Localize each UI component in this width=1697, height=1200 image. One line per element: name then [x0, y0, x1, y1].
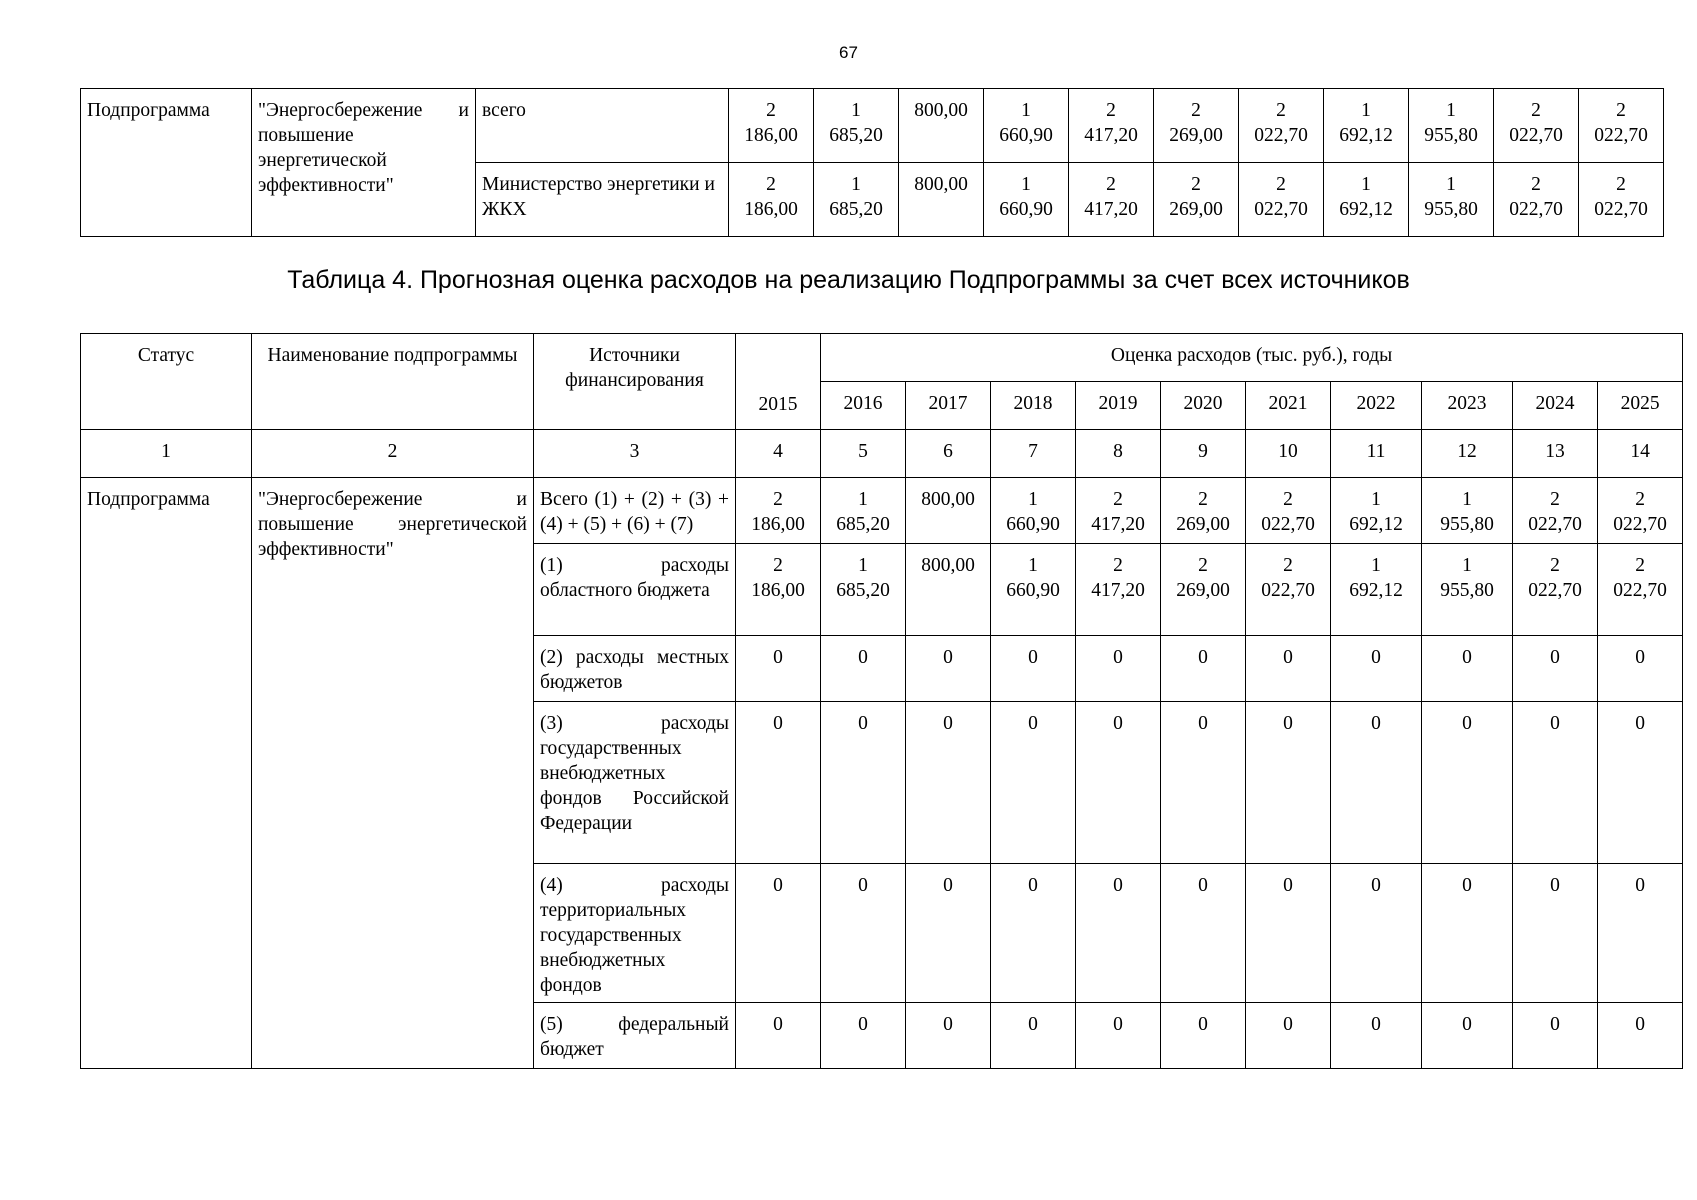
column-numbers-row	[81, 430, 1683, 478]
value-cell	[906, 544, 991, 636]
value-part: 0	[1028, 647, 1038, 668]
header-year-2018: 2018	[991, 382, 1076, 430]
value-part: 0	[1371, 1014, 1381, 1035]
value-part: 1	[1361, 100, 1371, 121]
value-part: 186,00	[744, 199, 798, 220]
value-part: 186,00	[744, 125, 798, 146]
value-cell	[1422, 864, 1513, 1003]
value-cell	[736, 636, 821, 702]
value-cell	[984, 163, 1069, 237]
column-number-cell: 13	[1513, 430, 1598, 478]
value-part: 0	[1113, 875, 1123, 896]
value-part: 022,70	[1254, 125, 1308, 146]
value-cell	[1161, 544, 1246, 636]
value-cell	[821, 544, 906, 636]
value-part: 022,70	[1254, 199, 1308, 220]
value-part: 2	[766, 174, 776, 195]
source-cell: (5) федеральный бюджет	[534, 1003, 736, 1069]
column-number-cell: 4	[736, 430, 821, 478]
source-cell: Министерство энергетики и ЖКХ	[476, 163, 729, 237]
value-cell	[1076, 864, 1161, 1003]
value-part: 1	[858, 555, 868, 576]
value-part: 1	[1462, 555, 1472, 576]
header-year-2025: 2025	[1598, 382, 1683, 430]
value-part: 2	[1531, 100, 1541, 121]
value-part: 0	[1198, 713, 1208, 734]
header-year-2019: 2019	[1076, 382, 1161, 430]
source-cell: Всего (1) + (2) + (3) + (4) + (5) + (6) + (7)	[534, 478, 736, 544]
value-part: 417,20	[1091, 580, 1145, 601]
value-part: 2	[1113, 555, 1123, 576]
value-part: 417,20	[1084, 199, 1138, 220]
header-year-2016: 2016	[821, 382, 906, 430]
value-cell	[736, 544, 821, 636]
header-year-2017: 2017	[906, 382, 991, 430]
value-part: 417,20	[1084, 125, 1138, 146]
value-part: 417,20	[1091, 514, 1145, 535]
value-part: 0	[1371, 713, 1381, 734]
value-part: 692,12	[1339, 199, 1393, 220]
column-number-cell: 10	[1246, 430, 1331, 478]
value-cell	[729, 89, 814, 163]
value-cell	[1331, 544, 1422, 636]
value-cell	[1331, 702, 1422, 864]
column-number-cell: 8	[1076, 430, 1161, 478]
value-cell	[1154, 163, 1239, 237]
value-cell	[906, 864, 991, 1003]
value-part: 0	[943, 875, 953, 896]
value-part: 269,00	[1176, 580, 1230, 601]
value-cell	[736, 702, 821, 864]
value-cell	[991, 478, 1076, 544]
value-part: 660,90	[1006, 514, 1060, 535]
value-cell	[1076, 478, 1161, 544]
value-part: 0	[1113, 1014, 1123, 1035]
value-part: 2	[1616, 174, 1626, 195]
value-part: 0	[1028, 1014, 1038, 1035]
value-cell	[1494, 163, 1579, 237]
value-cell	[1161, 478, 1246, 544]
value-part: 0	[1635, 875, 1645, 896]
value-part: 0	[1462, 1014, 1472, 1035]
value-cell	[899, 89, 984, 163]
value-part: 0	[1462, 875, 1472, 896]
source-cell: всего	[476, 89, 729, 163]
value-cell	[1076, 544, 1161, 636]
value-part: 1	[1446, 100, 1456, 121]
value-cell	[1409, 163, 1494, 237]
value-part: 022,70	[1261, 580, 1315, 601]
value-part: 0	[1198, 1014, 1208, 1035]
value-cell	[1598, 544, 1683, 636]
value-part: 0	[1550, 713, 1560, 734]
column-number-cell: 7	[991, 430, 1076, 478]
value-cell	[1246, 1003, 1331, 1069]
value-cell	[1598, 702, 1683, 864]
value-part: 955,80	[1424, 125, 1478, 146]
value-part: 0	[1283, 875, 1293, 896]
value-part: 2	[1635, 489, 1645, 510]
value-cell	[1422, 478, 1513, 544]
value-cell	[1422, 702, 1513, 864]
subprogram-name-cell: "Энергосбережение и повышение энергетической эффективности"	[252, 89, 476, 237]
value-part: 0	[1283, 1014, 1293, 1035]
value-part: 186,00	[751, 580, 805, 601]
value-part: 660,90	[1006, 580, 1060, 601]
value-part: 0	[943, 713, 953, 734]
value-cell	[991, 544, 1076, 636]
value-cell	[1513, 1003, 1598, 1069]
value-part: 1	[851, 174, 861, 195]
value-cell	[821, 478, 906, 544]
value-part: 1	[851, 100, 861, 121]
value-cell	[1161, 636, 1246, 702]
value-part: 955,80	[1424, 199, 1478, 220]
value-part: 0	[1550, 647, 1560, 668]
value-cell	[1161, 1003, 1246, 1069]
value-cell	[906, 1003, 991, 1069]
value-part: 269,00	[1169, 125, 1223, 146]
value-part: 2	[1191, 100, 1201, 121]
header-estimate: Оценка расходов (тыс. руб.), годы	[821, 334, 1683, 382]
value-part: 1	[1462, 489, 1472, 510]
continued-table	[80, 88, 1664, 237]
value-part: 0	[858, 713, 868, 734]
column-number-cell: 5	[821, 430, 906, 478]
value-cell	[1161, 864, 1246, 1003]
value-part: 2	[1106, 100, 1116, 121]
value-part: 0	[943, 647, 953, 668]
value-part: 022,70	[1594, 125, 1648, 146]
value-cell	[1513, 478, 1598, 544]
header-name: Наименование подпрограммы	[252, 334, 534, 430]
value-cell	[1579, 163, 1664, 237]
value-cell	[1069, 163, 1154, 237]
header-year-2021: 2021	[1246, 382, 1331, 430]
column-number-cell: 12	[1422, 430, 1513, 478]
value-part: 1	[1371, 489, 1381, 510]
value-cell	[1422, 1003, 1513, 1069]
value-part: 685,20	[829, 199, 883, 220]
value-cell	[1331, 864, 1422, 1003]
header-row	[81, 334, 1683, 382]
value-cell	[1331, 636, 1422, 702]
value-cell	[1494, 89, 1579, 163]
value-part: 1	[1446, 174, 1456, 195]
value-part: 0	[1371, 647, 1381, 668]
value-part: 0	[1550, 1014, 1560, 1035]
value-part: 0	[773, 1014, 783, 1035]
value-part: 2	[1191, 174, 1201, 195]
value-part: 2	[1283, 555, 1293, 576]
source-cell: (3) расходы государственных внебюджетных фондов Российской Федерации	[534, 702, 736, 864]
value-part: 955,80	[1440, 514, 1494, 535]
value-cell	[899, 163, 984, 237]
source-cell: (4) расходы территориальных государственных внебюджетных фондов	[534, 864, 736, 1003]
value-cell	[821, 636, 906, 702]
value-cell	[1598, 864, 1683, 1003]
value-part: 0	[1198, 647, 1208, 668]
value-part: 800,00	[914, 174, 968, 195]
value-cell	[1246, 636, 1331, 702]
header-year-2022: 2022	[1331, 382, 1422, 430]
value-cell	[1161, 702, 1246, 864]
value-part: 2	[1616, 100, 1626, 121]
value-cell	[991, 1003, 1076, 1069]
value-part: 0	[1283, 713, 1293, 734]
value-cell	[1154, 89, 1239, 163]
value-part: 2	[1276, 100, 1286, 121]
value-part: 022,70	[1261, 514, 1315, 535]
header-sources: Источники финансирования	[534, 334, 736, 430]
value-cell	[1513, 864, 1598, 1003]
table-caption: Таблица 4. Прогнозная оценка расходов на реализацию Подпрограммы за счет всех источников	[287, 266, 1410, 294]
value-cell	[1239, 163, 1324, 237]
header-status: Статус	[81, 334, 252, 430]
value-part: 800,00	[921, 489, 975, 510]
value-cell	[1513, 636, 1598, 702]
value-cell	[814, 163, 899, 237]
value-cell	[821, 702, 906, 864]
value-part: 022,70	[1509, 125, 1563, 146]
value-cell	[1422, 636, 1513, 702]
value-part: 1	[1371, 555, 1381, 576]
value-part: 692,12	[1349, 580, 1403, 601]
value-part: 0	[943, 1014, 953, 1035]
value-cell	[821, 864, 906, 1003]
value-part: 0	[1462, 713, 1472, 734]
value-cell	[1409, 89, 1494, 163]
value-part: 2	[773, 489, 783, 510]
value-part: 1	[1021, 100, 1031, 121]
value-part: 022,70	[1528, 580, 1582, 601]
value-part: 022,70	[1528, 514, 1582, 535]
value-cell	[729, 163, 814, 237]
value-cell	[1598, 478, 1683, 544]
value-part: 2	[1550, 555, 1560, 576]
value-part: 0	[1371, 875, 1381, 896]
value-part: 692,12	[1339, 125, 1393, 146]
value-part: 692,12	[1349, 514, 1403, 535]
value-cell	[1331, 1003, 1422, 1069]
value-part: 0	[773, 875, 783, 896]
value-cell	[736, 1003, 821, 1069]
value-part: 0	[773, 647, 783, 668]
value-part: 2	[1113, 489, 1123, 510]
value-cell	[1076, 636, 1161, 702]
value-part: 269,00	[1176, 514, 1230, 535]
value-cell	[821, 1003, 906, 1069]
value-cell	[1246, 478, 1331, 544]
value-part: 0	[858, 1014, 868, 1035]
value-cell	[1246, 702, 1331, 864]
value-part: 0	[1113, 647, 1123, 668]
source-cell: (1) расходы областного бюджета	[534, 544, 736, 636]
value-part: 660,90	[999, 199, 1053, 220]
table-row	[81, 478, 1683, 544]
value-cell	[991, 864, 1076, 1003]
value-part: 0	[1113, 713, 1123, 734]
value-part: 2	[1550, 489, 1560, 510]
value-part: 0	[1635, 713, 1645, 734]
value-cell	[991, 702, 1076, 864]
value-cell	[1579, 89, 1664, 163]
status-cell: Подпрограмма	[81, 478, 252, 1069]
value-cell	[991, 636, 1076, 702]
value-part: 1	[1361, 174, 1371, 195]
value-part: 800,00	[921, 555, 975, 576]
value-cell	[1324, 163, 1409, 237]
value-part: 2	[1276, 174, 1286, 195]
value-part: 0	[1550, 875, 1560, 896]
value-part: 955,80	[1440, 580, 1494, 601]
value-part: 022,70	[1594, 199, 1648, 220]
value-part: 660,90	[999, 125, 1053, 146]
header-year-2024: 2024	[1513, 382, 1598, 430]
value-part: 1	[1021, 174, 1031, 195]
value-part: 2	[1106, 174, 1116, 195]
value-cell	[1246, 544, 1331, 636]
value-part: 186,00	[751, 514, 805, 535]
value-cell	[736, 478, 821, 544]
value-part: 269,00	[1169, 199, 1223, 220]
value-part: 022,70	[1613, 514, 1667, 535]
value-cell	[906, 636, 991, 702]
value-part: 0	[1635, 647, 1645, 668]
value-cell	[1422, 544, 1513, 636]
value-cell	[814, 89, 899, 163]
column-number-cell: 6	[906, 430, 991, 478]
value-part: 2	[766, 100, 776, 121]
value-cell	[1331, 478, 1422, 544]
value-part: 0	[1028, 875, 1038, 896]
value-cell	[1598, 1003, 1683, 1069]
value-part: 0	[1028, 713, 1038, 734]
column-number-cell: 14	[1598, 430, 1683, 478]
value-part: 2	[1283, 489, 1293, 510]
value-part: 2	[773, 555, 783, 576]
page-number: 67	[839, 43, 858, 62]
value-part: 0	[773, 713, 783, 734]
header-year-2023: 2023	[1422, 382, 1513, 430]
value-part: 0	[1283, 647, 1293, 668]
header-year-2015: 2015	[736, 334, 821, 430]
value-cell	[906, 478, 991, 544]
value-part: 2	[1635, 555, 1645, 576]
value-cell	[1513, 702, 1598, 864]
subprogram-name-cell: "Энергосбережение и повышение энергетической эффективности"	[252, 478, 534, 1069]
value-cell	[1246, 864, 1331, 1003]
column-number-cell: 1	[81, 430, 252, 478]
value-cell	[736, 864, 821, 1003]
value-cell	[1076, 1003, 1161, 1069]
value-cell	[1513, 544, 1598, 636]
value-part: 0	[1635, 1014, 1645, 1035]
column-number-cell: 2	[252, 430, 534, 478]
column-number-cell: 3	[534, 430, 736, 478]
value-part: 022,70	[1509, 199, 1563, 220]
value-part: 1	[1028, 489, 1038, 510]
value-part: 0	[1198, 875, 1208, 896]
header-year-2020: 2020	[1161, 382, 1246, 430]
value-part: 2	[1198, 555, 1208, 576]
status-cell: Подпрограмма	[81, 89, 252, 237]
forecast-table	[80, 333, 1683, 1069]
value-part: 800,00	[914, 100, 968, 121]
value-part: 1	[858, 489, 868, 510]
value-part: 0	[858, 875, 868, 896]
value-part: 022,70	[1613, 580, 1667, 601]
value-part: 2	[1198, 489, 1208, 510]
value-part: 685,20	[836, 580, 890, 601]
source-cell: (2) расходы местных бюджетов	[534, 636, 736, 702]
value-cell	[984, 89, 1069, 163]
table-row	[81, 89, 1664, 163]
value-cell	[906, 702, 991, 864]
value-part: 2	[1531, 174, 1541, 195]
value-cell	[1076, 702, 1161, 864]
column-number-cell: 9	[1161, 430, 1246, 478]
value-cell	[1324, 89, 1409, 163]
value-cell	[1598, 636, 1683, 702]
value-cell	[1239, 89, 1324, 163]
value-part: 685,20	[829, 125, 883, 146]
column-number-cell: 11	[1331, 430, 1422, 478]
value-cell	[1069, 89, 1154, 163]
value-part: 0	[858, 647, 868, 668]
value-part: 0	[1462, 647, 1472, 668]
value-part: 1	[1028, 555, 1038, 576]
value-part: 685,20	[836, 514, 890, 535]
